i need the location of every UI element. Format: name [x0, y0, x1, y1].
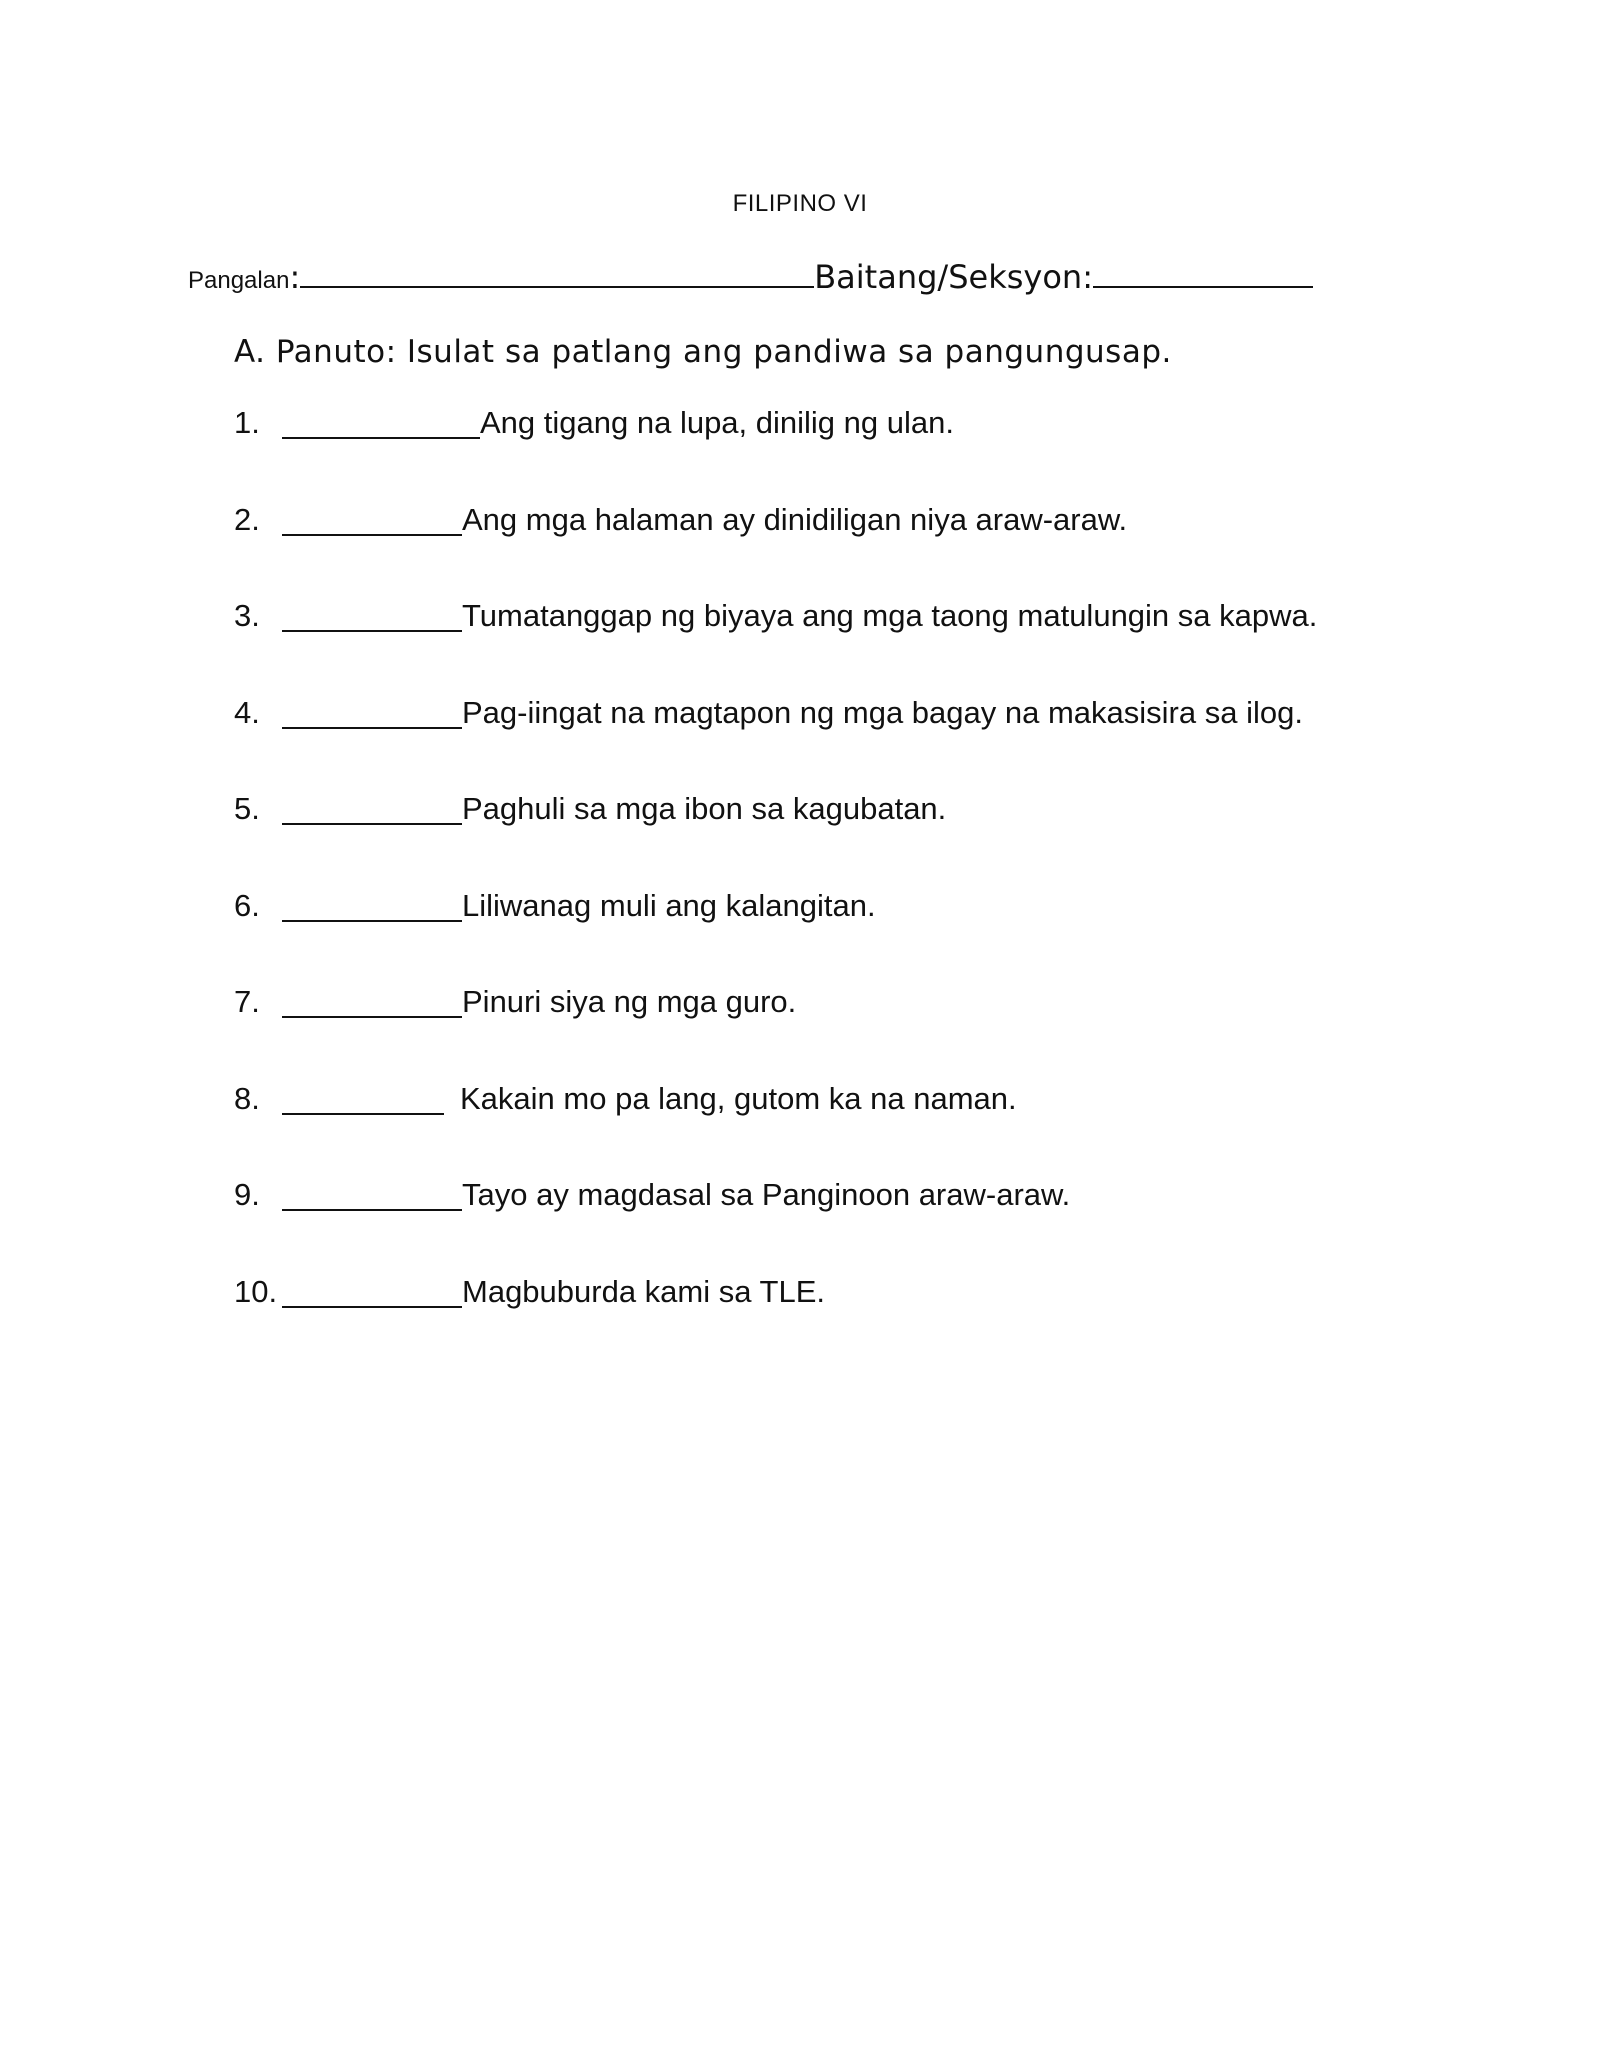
name-blank[interactable] — [300, 284, 814, 288]
question-item — [234, 1081, 1317, 1178]
question-item — [234, 791, 1317, 888]
question-text: Paghuli sa mga ibon sa kagubatan. — [462, 791, 947, 826]
name-label: Pangalan — [188, 267, 290, 294]
question-number: 9. — [234, 1177, 260, 1212]
answer-blank[interactable] — [282, 1177, 462, 1211]
question-item — [234, 1274, 1317, 1371]
question-number: 2. — [234, 501, 260, 537]
answer-blank[interactable] — [282, 984, 462, 1018]
question-item — [234, 984, 1317, 1081]
question-number: 8. — [234, 1080, 260, 1116]
worksheet-title: FILIPINO VI — [732, 190, 868, 217]
question-item — [234, 598, 1317, 695]
grade-section-label: Baitang/Seksyon: — [814, 258, 1093, 296]
answer-blank[interactable] — [282, 888, 462, 922]
question-text: Pinuri siya ng mga guro. — [462, 984, 797, 1019]
name-colon: : — [289, 258, 301, 296]
question-number: 6. — [234, 887, 260, 923]
question-text: Kakain mo pa lang, gutom ka na naman. — [460, 1080, 1017, 1116]
question-number: 10. — [234, 1273, 278, 1309]
question-number: 4. — [234, 694, 260, 730]
question-text: Magbuburda kami sa TLE. — [462, 1273, 826, 1309]
question-list — [234, 405, 1317, 1370]
question-number: 5. — [234, 791, 260, 826]
question-item — [234, 405, 1317, 502]
instruction-text: A. Panuto: Isulat sa patlang ang pandiwa sa pangungusap. — [234, 334, 1172, 370]
student-info-line — [188, 258, 1313, 296]
question-number: 1. — [234, 405, 260, 440]
question-text: Tayo ay magdasal sa Panginoon araw-araw. — [462, 1177, 1071, 1212]
question-item — [234, 502, 1317, 599]
question-item — [234, 1177, 1317, 1274]
question-item — [234, 695, 1317, 792]
question-number: 3. — [234, 598, 260, 633]
answer-blank[interactable] — [282, 791, 462, 825]
answer-blank[interactable] — [282, 1274, 462, 1308]
answer-blank[interactable] — [282, 1081, 444, 1115]
question-text: Pag-iingat na magtapon ng mga bagay na makasisira sa ilog. — [462, 694, 1303, 730]
question-text: Tumatanggap ng biyaya ang mga taong matulungin sa kapwa. — [462, 598, 1318, 633]
question-text: Liliwanag muli ang kalangitan. — [462, 887, 876, 923]
answer-blank[interactable] — [282, 502, 462, 536]
answer-blank[interactable] — [282, 405, 480, 439]
answer-blank[interactable] — [282, 695, 462, 729]
answer-blank[interactable] — [282, 598, 462, 632]
question-text: Ang mga halaman ay dinidiligan niya araw-araw. — [462, 501, 1128, 537]
question-item — [234, 888, 1317, 985]
question-text: Ang tigang na lupa, dinilig ng ulan. — [480, 405, 954, 440]
question-number: 7. — [234, 984, 260, 1019]
grade-section-blank[interactable] — [1093, 284, 1313, 288]
